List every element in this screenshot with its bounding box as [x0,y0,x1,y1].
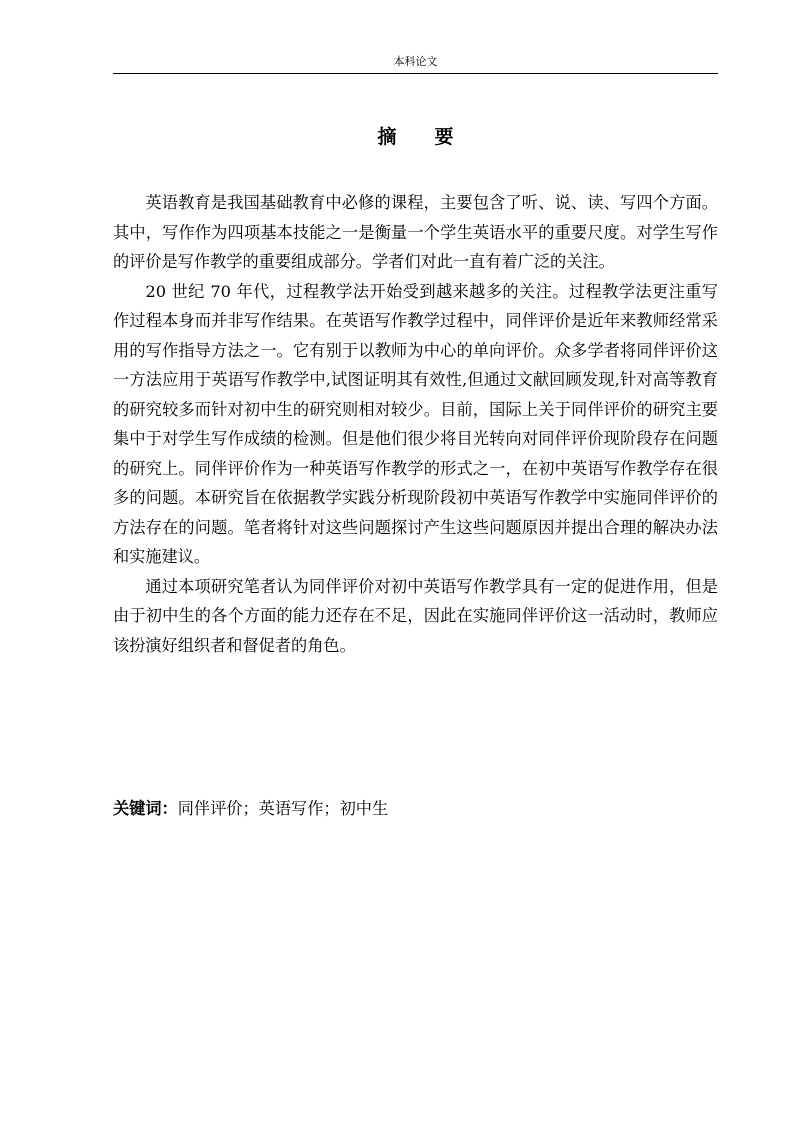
running-header: 本科论文 [393,55,438,68]
keywords-line [113,795,718,823]
keywords-text: 同伴评价；英语写作；初中生 [177,799,389,818]
abstract-title-right: 要 [434,126,454,148]
abstract-paragraph-2: 20 世纪 70 年代，过程教学法开始受到越来越多的关注。过程教学法更注重写作过程本身而并非写作结果。在英语写作教学过程中，同伴评价是近年来教师经常采用的写作指导方法之一。它有别于以教师为中心的单向评价。众多学者将同伴评价这一方法应用于英语写作教学中,试图证明其有效性,但通过文献回顾发现,针对高等教育的研究较多而针对初中生的研究则相对较少。目前，国际上关于同伴评价的研究主要集中于对学生写作成绩的检测。但是他们很少将目光转向对同伴评价现阶段存在问题的研究上。同伴评价作为一种英语写作教学的形式之一，在初中英语写作教学存在很多的问题。本研究旨在依据教学实践分析现阶段初中英语写作教学中实施同伴评价的方法存在的问题。笔者将针对这些问题探讨产生这些问题原因并提出合理的解决办法和实施建议。 [113,281,718,566]
abstract-title-left: 摘 [377,126,397,148]
header-rule [113,73,718,74]
abstract-paragraph-3: 通过本项研究笔者认为同伴评价对初中英语写作教学具有一定的促进作用，但是由于初中生的各个方面的能力还存在不足，因此在实施同伴评价这一活动时，教师应该扮演好组织者和督促者的角色。 [113,576,718,655]
keywords-label: 关键词： [113,799,178,818]
abstract-body [113,188,718,660]
abstract-title [113,124,718,150]
abstract-paragraph-1: 英语教育是我国基础教育中必修的课程，主要包含了听、说、读、写四个方面。其中，写作作为四项基本技能之一是衡量一个学生英语水平的重要尺度。对学生写作的评价是写作教学的重要组成部分。学者们对此一直有着广泛的关注。 [113,193,718,271]
